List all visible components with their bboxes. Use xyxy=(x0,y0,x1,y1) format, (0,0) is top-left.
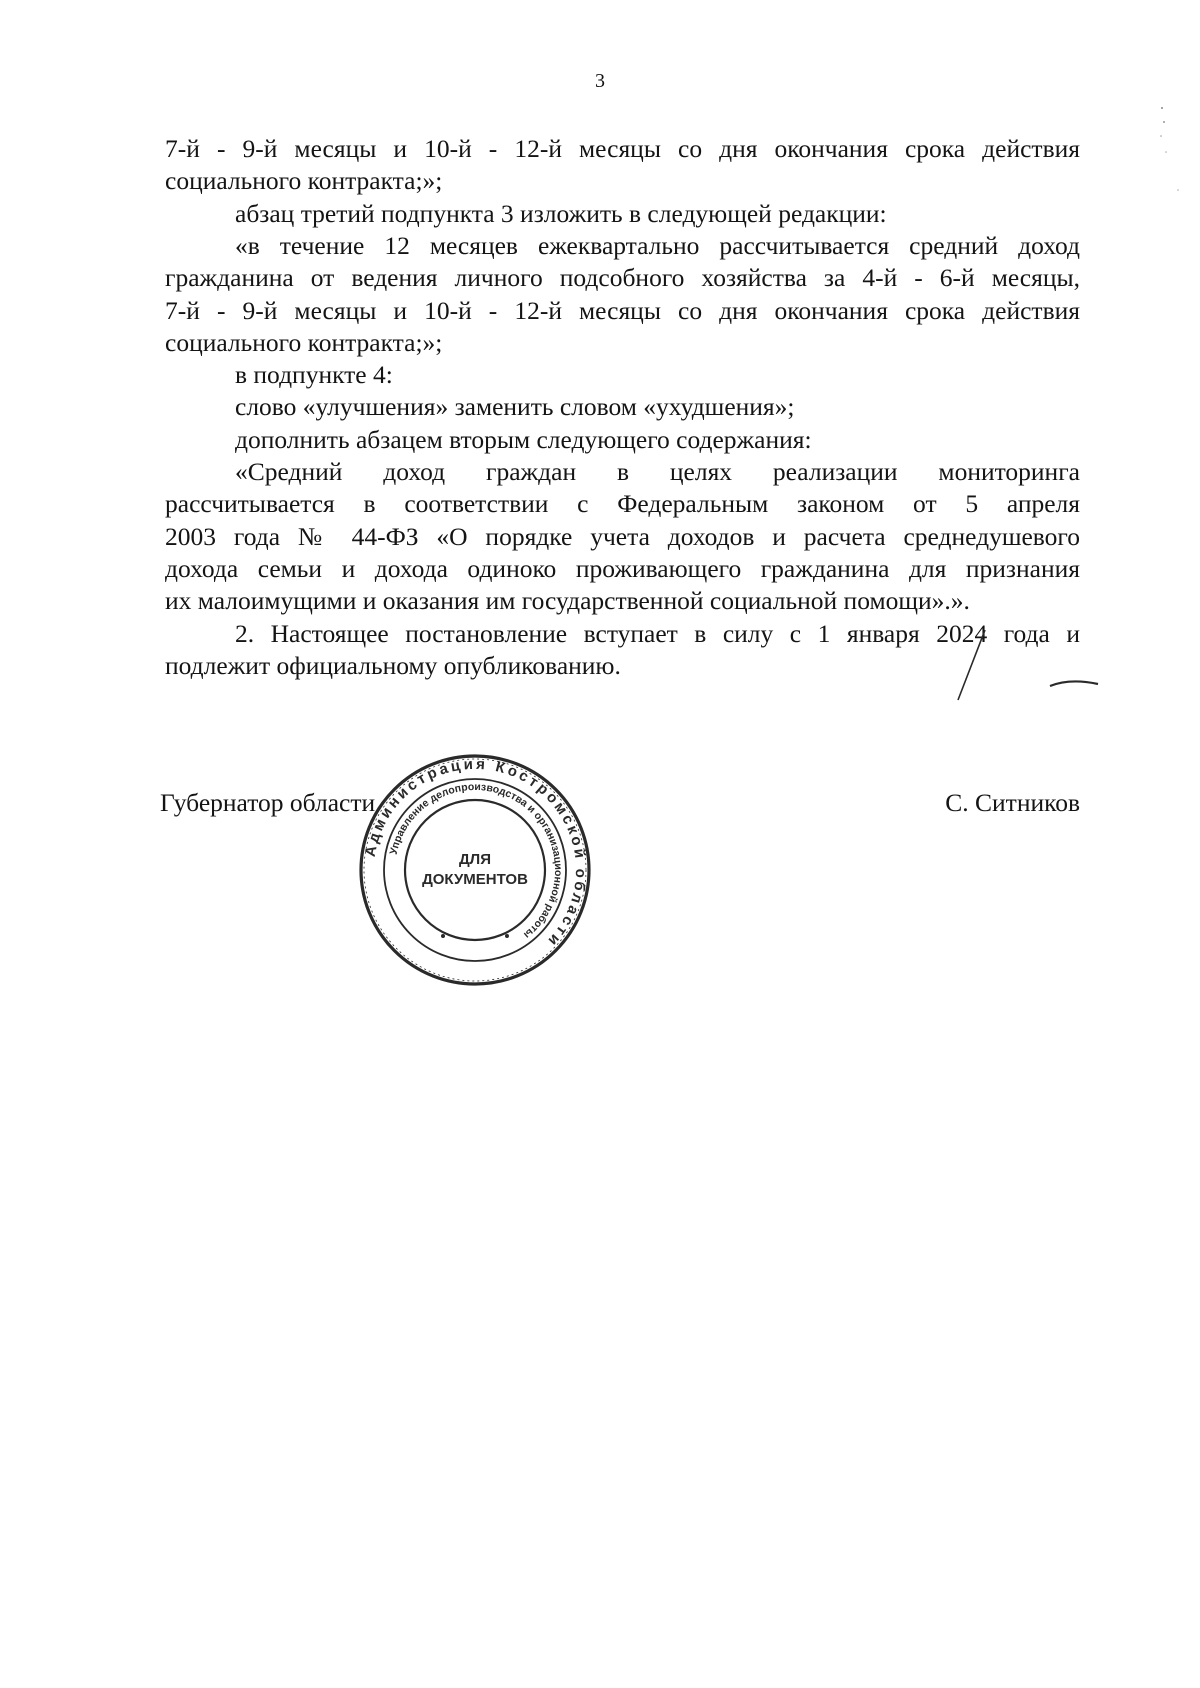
signatory-name: С. Ситников xyxy=(945,788,1080,817)
scan-specks xyxy=(1150,100,1190,220)
stamp-center-line-2: ДОКУМЕНТОВ xyxy=(422,871,528,888)
page-number: 3 xyxy=(595,70,605,92)
text-line: гражданина от ведения личного подсобного хозяйства за 4-й - 6-й месяцы, xyxy=(165,263,1080,293)
text-line: 2. Настоящее постановление вступает в силу с 1 января 2024 года и xyxy=(235,618,1080,648)
stamp-outer-text: Администрация Костромской области xyxy=(361,755,590,952)
text-line: 7-й - 9-й месяцы и 10-й - 12-й месяцы со дня окончания срока действия xyxy=(165,295,1080,325)
text-line: социального контракта;»; xyxy=(165,327,443,357)
text-line: их малоимущими и оказания им государственной социальной помощи».». xyxy=(165,586,970,616)
stamp-star-right xyxy=(505,934,509,938)
text-line: 2003 года № 44-ФЗ «О порядке учета доходов и расчета среднедушевого xyxy=(165,521,1080,551)
stamp-center-line-1: ДЛЯ xyxy=(459,851,491,868)
text-line: дохода семьи и дохода одиноко проживающего гражданина для признания xyxy=(165,553,1080,583)
stamp-inner-text: Управление делопроизводства и организационной работы xyxy=(387,780,565,941)
text-line: слово «улучшения» заменить словом «ухудшения»; xyxy=(235,392,795,422)
text-line: рассчитывается в соответствии с Федеральным законом от 5 апреля xyxy=(165,489,1080,519)
text-line: абзац третий подпункта 3 изложить в следующей редакции: xyxy=(235,198,887,228)
signatory-title: Губернатор области xyxy=(160,788,376,817)
text-line: 7-й - 9-й месяцы и 10-й - 12-й месяцы со дня окончания срока действия xyxy=(165,134,1080,163)
text-line: «в течение 12 месяцев ежеквартально рассчитывается средний доход xyxy=(235,230,1080,260)
text-line: социального контракта;»; xyxy=(165,166,443,196)
text-line: подлежит официальному опубликованию. xyxy=(165,650,621,680)
text-line: дополнить абзацем вторым следующего содержания: xyxy=(235,424,812,454)
official-seal-stamp xyxy=(355,750,595,990)
text-line: в подпункте 4: xyxy=(235,360,393,390)
text-line: «Средний доход граждан в целях реализации мониторинга xyxy=(235,457,1080,486)
handwritten-signature xyxy=(930,630,1100,710)
stamp-star-left xyxy=(441,934,445,938)
